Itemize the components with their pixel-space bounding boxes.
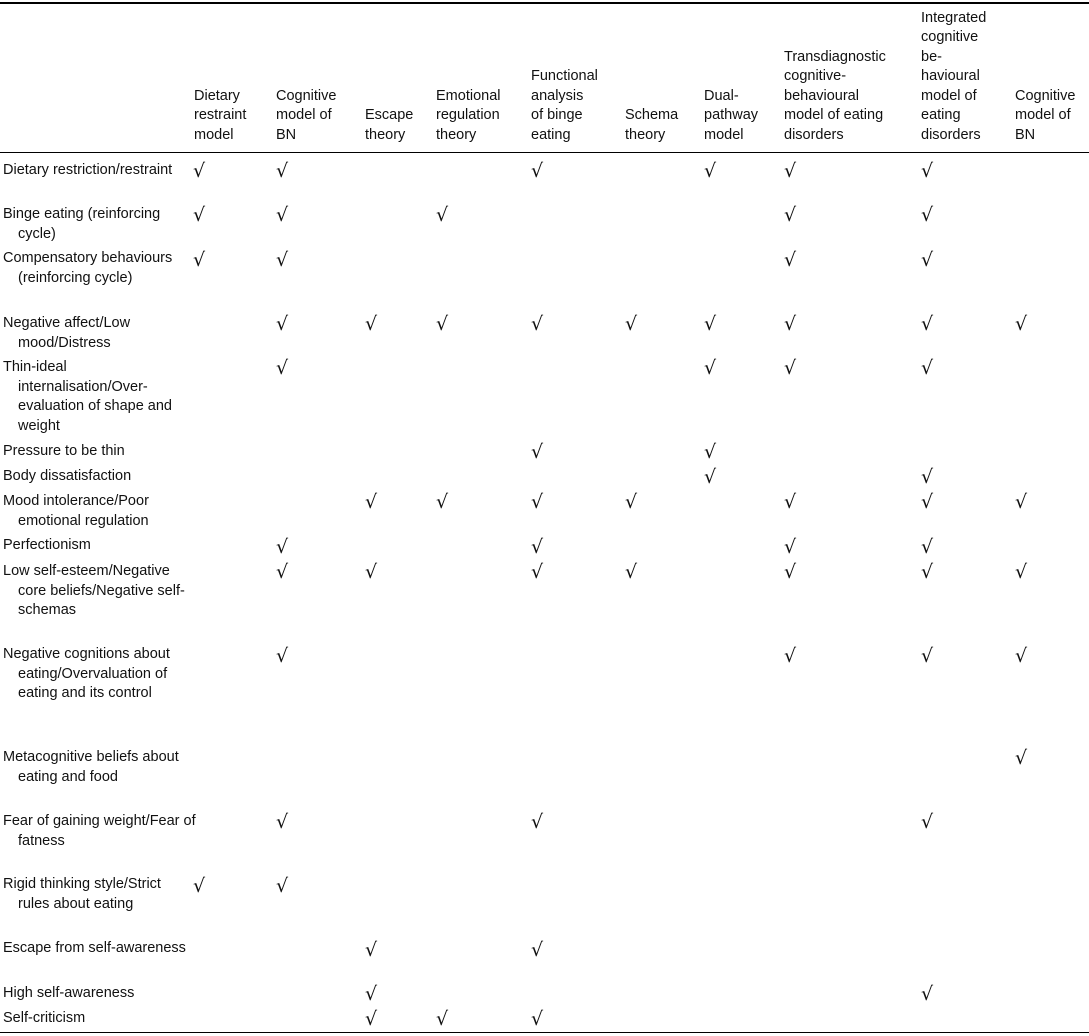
check-mark: √ bbox=[1015, 645, 1028, 667]
check-mark: √ bbox=[531, 313, 544, 335]
check-mark: √ bbox=[784, 313, 797, 335]
row-label-high-self-awareness: High self-awareness bbox=[3, 985, 135, 1001]
column-header-schema-theory: Schema theory bbox=[625, 107, 679, 143]
row-label-self-criticism: Self-criticism bbox=[3, 1010, 86, 1026]
check-mark: √ bbox=[784, 645, 797, 667]
column-header-escape-theory: Escape theory bbox=[365, 107, 414, 143]
check-mark: √ bbox=[365, 1008, 378, 1030]
check-mark: √ bbox=[1015, 561, 1028, 583]
check-mark: √ bbox=[531, 561, 544, 583]
row-label-dietary-restriction: Dietary restriction/restraint bbox=[3, 162, 173, 178]
check-mark: √ bbox=[921, 313, 934, 335]
check-mark: √ bbox=[784, 160, 797, 182]
check-mark: √ bbox=[1015, 491, 1028, 513]
check-mark: √ bbox=[365, 939, 378, 961]
column-header-transdiagnostic-cbt-model: Transdiagnostic cognitive- behavioural model of eating disorders bbox=[784, 48, 886, 143]
check-mark: √ bbox=[704, 160, 717, 182]
row-label-fear-of-gaining-weight: Fear of gaining weight/Fear of fatness bbox=[3, 813, 196, 849]
check-mark: √ bbox=[436, 491, 449, 513]
check-mark: √ bbox=[276, 313, 289, 335]
check-mark: √ bbox=[531, 160, 544, 182]
check-mark: √ bbox=[193, 249, 206, 271]
check-mark: √ bbox=[704, 357, 717, 379]
check-mark: √ bbox=[784, 357, 797, 379]
check-mark: √ bbox=[921, 645, 934, 667]
check-mark: √ bbox=[784, 249, 797, 271]
row-label-body-dissatisfaction: Body dissatisfaction bbox=[3, 468, 132, 484]
check-mark: √ bbox=[276, 811, 289, 833]
column-header-functional-analysis-of-binge-eating: Functional analysis of binge eating bbox=[531, 68, 598, 143]
table-top-rule bbox=[0, 2, 1089, 4]
check-mark: √ bbox=[921, 204, 934, 226]
row-label-negative-affect: Negative affect/Low mood/Distress bbox=[3, 315, 131, 351]
check-mark: √ bbox=[921, 160, 934, 182]
check-mark: √ bbox=[531, 536, 544, 558]
check-mark: √ bbox=[276, 645, 289, 667]
column-header-integrated-cbt-model: Integrated cognitive be- havioural model of eating disorders bbox=[921, 9, 987, 143]
check-mark: √ bbox=[531, 441, 544, 463]
check-mark: √ bbox=[436, 204, 449, 226]
row-label-rigid-thinking: Rigid thinking style/Strict rules about eating bbox=[3, 876, 161, 912]
check-mark: √ bbox=[531, 491, 544, 513]
check-mark: √ bbox=[921, 491, 934, 513]
check-mark: √ bbox=[921, 249, 934, 271]
check-mark: √ bbox=[276, 204, 289, 226]
check-mark: √ bbox=[365, 491, 378, 513]
check-mark: √ bbox=[436, 1008, 449, 1030]
row-label-low-self-esteem: Low self-esteem/Negative core beliefs/Negative self-schemas bbox=[3, 563, 185, 618]
check-mark: √ bbox=[704, 466, 717, 488]
check-mark: √ bbox=[193, 204, 206, 226]
check-mark: √ bbox=[276, 249, 289, 271]
column-header-cognitive-model-of-bn-2: Cognitive model of BN bbox=[1015, 87, 1076, 143]
check-mark: √ bbox=[625, 561, 638, 583]
check-mark: √ bbox=[365, 313, 378, 335]
check-mark: √ bbox=[784, 561, 797, 583]
check-mark: √ bbox=[1015, 313, 1028, 335]
check-mark: √ bbox=[784, 204, 797, 226]
check-mark: √ bbox=[365, 561, 378, 583]
check-mark: √ bbox=[921, 357, 934, 379]
table-bottom-rule bbox=[0, 1032, 1089, 1033]
column-header-cognitive-model-of-bn: Cognitive model of BN bbox=[276, 87, 337, 143]
check-mark: √ bbox=[276, 561, 289, 583]
check-mark: √ bbox=[921, 561, 934, 583]
column-header-dietary-restraint-model: Dietary restraint model bbox=[194, 87, 247, 143]
check-mark: √ bbox=[531, 939, 544, 961]
row-label-metacognitive-beliefs: Metacognitive beliefs about eating and food bbox=[3, 749, 179, 785]
check-mark: √ bbox=[276, 160, 289, 182]
check-mark: √ bbox=[531, 811, 544, 833]
row-label-binge-eating: Binge eating (reinforcing cycle) bbox=[3, 206, 161, 242]
check-mark: √ bbox=[436, 313, 449, 335]
check-mark: √ bbox=[276, 536, 289, 558]
check-mark: √ bbox=[276, 875, 289, 897]
row-label-compensatory-behaviours: Compensatory behaviours (reinforcing cycle) bbox=[3, 250, 173, 286]
header-bottom-rule bbox=[0, 152, 1089, 153]
row-label-thin-ideal: Thin-ideal internalisation/Over-evaluation of shape and weight bbox=[3, 359, 172, 434]
check-mark: √ bbox=[625, 491, 638, 513]
check-mark: √ bbox=[1015, 747, 1028, 769]
check-mark: √ bbox=[531, 1008, 544, 1030]
check-mark: √ bbox=[784, 536, 797, 558]
check-mark: √ bbox=[921, 466, 934, 488]
check-mark: √ bbox=[704, 441, 717, 463]
check-mark: √ bbox=[193, 875, 206, 897]
row-label-escape-from-self-awareness: Escape from self-awareness bbox=[3, 940, 186, 956]
column-header-emotional-regulation-theory: Emotional regulation theory bbox=[436, 87, 501, 143]
check-mark: √ bbox=[704, 313, 717, 335]
column-header-dual-pathway-model: Dual- pathway model bbox=[704, 87, 759, 143]
check-mark: √ bbox=[784, 491, 797, 513]
check-mark: √ bbox=[365, 983, 378, 1005]
row-label-perfectionism: Perfectionism bbox=[3, 537, 91, 553]
check-mark: √ bbox=[921, 811, 934, 833]
row-label-negative-cognitions: Negative cognitions about eating/Overvaluation of eating and its control bbox=[3, 646, 170, 701]
check-mark: √ bbox=[625, 313, 638, 335]
check-mark: √ bbox=[921, 536, 934, 558]
check-mark: √ bbox=[276, 357, 289, 379]
check-mark: √ bbox=[921, 983, 934, 1005]
row-label-mood-intolerance: Mood intolerance/Poor emotional regulation bbox=[3, 493, 149, 529]
row-label-pressure-to-be-thin: Pressure to be thin bbox=[3, 443, 125, 459]
check-mark: √ bbox=[193, 160, 206, 182]
